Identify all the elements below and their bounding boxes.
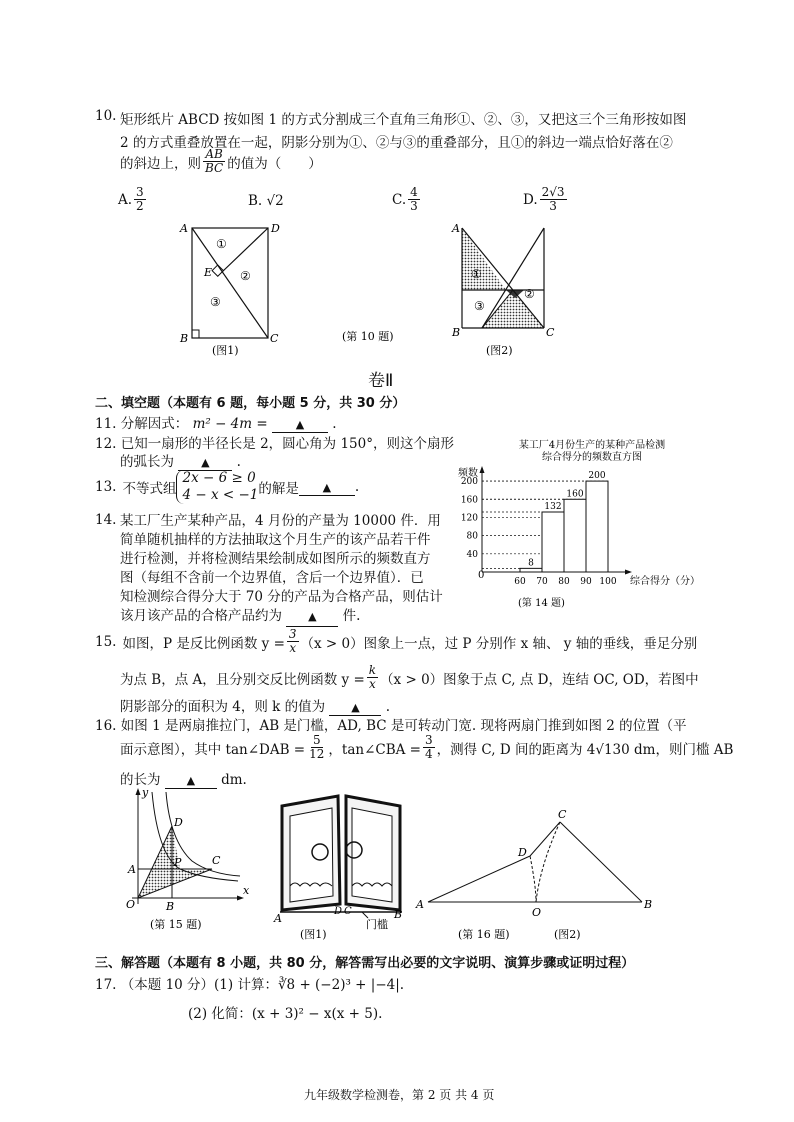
q16-frac2 [423,734,435,761]
q14-line5: 知检测综合得分大于 70 分的产品为合格产品，则估计 [120,589,443,605]
q10-line1: 矩形纸片 ABCD 按如图 1 的方式分割成三个直角三角形①、②、③，又把这三个三角形按如图 [120,112,687,128]
chart-xlabel: 综合得分（分） [630,576,700,587]
fig16 [415,808,652,919]
fig15-label-c: C [212,854,221,867]
fig15-label-o: O [126,898,136,911]
q10-line3 [120,148,322,175]
q13-ineq2: 4 − x < −1 [182,487,259,503]
q16-l3a: 的长为 [120,772,161,788]
q14-text [120,512,443,627]
door-label-b: B [394,908,403,921]
fig15-label-d: D [174,816,183,829]
q10-option-d [523,186,569,213]
chart-y-tick: 200 [460,477,478,488]
bottom-figures [100,786,700,944]
q15-end: . [385,699,391,715]
q10-option-a-d: 2 [136,199,144,213]
q10-option-d-d: 3 [549,199,557,213]
fig1-label-e: E [204,266,213,279]
fig2-region-3: ③ [474,299,485,313]
q15-l1a: 如图，P 是反比例函数 y = [122,635,285,652]
q10-fig2 [451,222,555,339]
q14-line2: 简单随机抽样的方法抽取这个月生产的该产品若干件 [120,532,431,548]
fig1-label-b: B [180,332,189,345]
q10-option-b [248,193,284,209]
q11 [95,412,337,433]
q13-text: 不等式组 [122,481,177,497]
chart-x-tick: 90 [580,577,592,587]
fig1-caption: (图1) [212,344,239,357]
q10-option-d-label: D. [523,191,538,208]
q16-frac1 [307,734,326,761]
q13-number: 13. [95,479,117,495]
fig16-label-o: O [532,906,542,919]
q10-option-b-value: √2 [266,193,284,209]
q10-line2: 2 的方式重叠放置在一起，阴影分别为①、②与③的重叠部分，且①的斜边一端点恰好落在② [120,135,673,151]
q10-figures [170,218,570,358]
q14-number: 14. [95,512,117,528]
chart-caption: (第 14 题) [518,598,565,609]
chart-y-tick: 40 [466,549,478,560]
q10-option-b-label: B. [248,193,263,209]
chart-bar-label: 160 [566,489,584,500]
fig15-label-b: B [166,900,175,913]
q17-number: 17. [95,977,117,993]
door-right-inner [352,808,392,902]
chart-bar-label: 132 [544,502,562,512]
q13-system [176,470,258,504]
fig16-label-a: A [416,898,424,911]
q10-number: 10. [95,108,117,124]
fig16-caption: (第 16 题) [458,928,510,941]
q10-option-c-d: 3 [410,199,418,213]
q15-l1b: （x > 0）图象上一点，过 P 分别作 x 轴、 y 轴的垂线，垂足分别 [300,635,698,652]
q14-line1: 某工厂生产某种产品，4 月份的产量为 10000 件．用 [120,513,441,529]
chart-y-tick: 160 [460,495,478,506]
q14-blank [286,607,338,627]
chart-x-tick: 100 [599,577,617,587]
fig15-y-arrow [136,788,141,795]
fig15-caption: (第 15 题) [150,918,202,931]
chart-bar [542,512,564,572]
q14-line4: 图（每组不含前一个边界值，含后一个边界值）．已 [120,570,424,586]
fig1-right-angle-b [192,330,199,338]
fig1-perp [222,228,268,272]
chart-title-line2: 综合得分的频数直方图 [542,452,642,463]
fig16-label-c: C [558,808,567,821]
fig1-region-1: ① [216,237,227,251]
q15-l2b: （x > 0）图象于点 C, 点 D，连结 OC, OD，若图中 [380,671,699,688]
fig10-caption: (第 10 题) [342,330,394,343]
fig1-diagonal [192,228,268,338]
q14-end: 件. [342,608,361,624]
q16-answer: ▲ [186,774,196,787]
q10-fraction [203,148,225,175]
q10-option-a-n: 3 [136,185,144,199]
q10-fig1 [179,222,280,345]
q16-l1: 如图 1 是两扇推拉门，AB 是门槛，AD, BC 是可转动门宽. 现将两扇门推到如图 2 的位置（平 [120,718,687,734]
chart-bar [564,499,586,572]
fig2-caption: (图2) [486,344,513,357]
q16-f1n: 5 [312,733,321,747]
q11-answer: ▲ [295,418,305,431]
page-footer: 九年级数学检测卷，第 2 页 共 4 页 [304,1088,495,1102]
fig16-bc [560,822,642,902]
q10-option-c-label: C. [392,191,407,208]
q10-option-c [392,186,422,213]
chart-bar [586,481,608,572]
door-left-inner [290,808,333,902]
fig16-fig2-caption: (图2) [554,928,581,941]
q16-l2b: ，tan∠CBA = [328,741,421,758]
chart-y-tick: 120 [460,513,478,524]
door-sill-label: 门槛 [366,918,388,931]
q10-option-d-n: 2√3 [541,185,565,199]
fig16-label-b: B [644,898,653,911]
q13 [95,470,359,504]
q10-option-a-label: A. [118,191,133,208]
q10-option-d-frac [540,186,567,213]
fig16-arc-c [536,822,560,902]
q16-line2 [120,734,733,761]
fig15-label-x: x [243,884,250,897]
chart-x-tick: 80 [558,577,570,587]
q14-line6 [120,607,443,627]
fig2-label-c: C [546,326,555,339]
q15-line2 [120,664,699,691]
q16-l2a: 面示意图），其中 tan∠DAB = [120,741,306,758]
q13-blank [299,479,355,496]
q12-text2: 的弧长为 [120,454,174,470]
q16-number: 16. [95,718,117,734]
fig16-arc-d [530,856,536,902]
chart-y-arrow [480,466,485,473]
fig2-region-1: ① [471,267,482,281]
q11-blank [272,416,328,433]
q17-l1: （本题 10 分）(1) 计算：∛8 + (−2)³ + |−4|. [120,977,405,993]
q16-l2c: ，测得 C, D 间的距离为 4√130 dm，则门槛 AB [436,741,734,758]
q16-line1 [95,714,687,734]
q17-line2: (2) 化简：(x + 3)² − x(x + 5). [188,1006,383,1022]
q15-f2d: x [369,677,376,691]
q11-expr: m² − 4m = [192,416,268,432]
door-label-c: C [344,906,352,917]
door-label-d: D [334,906,343,917]
chart-title-line1: 某工厂4月份生产的某种产品检测 [518,440,666,451]
q15-f1n: 3 [288,627,297,641]
q12-text1: 已知一扇形的半径长是 2，圆心角为 150°，则这个扇形 [120,436,454,452]
q12-end: . [236,454,241,470]
q16-f2n: 3 [425,733,433,747]
fig16-dc [530,822,560,856]
fig16-label-d: D [518,846,527,859]
chart-bar [520,568,542,572]
q12-answer: ▲ [201,456,210,469]
q12-line1 [95,432,454,452]
fig15-label-a: A [128,863,136,876]
fig1-region-2: ② [240,269,251,283]
q10-line3a: 的斜边上，则 [120,155,201,172]
q12-blank [178,454,232,471]
q14-answer: ▲ [308,610,317,623]
q10-option-a [118,186,148,213]
chart-y-tick: 80 [466,531,478,542]
chart-x-arrow [625,570,632,575]
q15-line3 [120,695,390,716]
section2-heading: 二、填空题（本题有 6 题，每小题 5 分，共 30 分） [95,396,406,411]
q10-option-c-frac [408,186,420,213]
q15-frac1 [287,628,299,655]
q17-line1 [95,973,404,993]
section3-heading: 三、解答题（本题有 8 小题，共 80 分，解答需写出必要的文字说明、演算步骤或证明过程） [95,956,635,971]
q15-l3: 阴影部分的面积为 4，则 k 的值为 [120,699,326,715]
part2-title: 卷Ⅱ [368,371,394,391]
q13-end: . [354,479,360,495]
fig16-ad [428,856,530,902]
fig15-label-p: P [174,856,182,869]
q14-last: 该月该产品的合格产品约为 [120,608,282,624]
q10-frac-n: AB [205,147,223,161]
q10-option-a-frac [134,186,146,213]
fig2-label-b: B [452,326,461,339]
q15-line1 [95,628,697,655]
door-caption: (图1) [300,928,327,941]
fig1-label-c: C [270,332,279,345]
q12-number: 12. [95,436,117,452]
q16-f1d: 12 [309,747,325,761]
door-figure [273,796,402,931]
q10-line3b: 的值为（ ） [227,155,322,172]
q11-end: . [332,416,337,432]
q14-line3: 进行检测，并将检测结果绘制成如图所示的频数直方 [120,551,431,567]
fig15 [126,786,250,913]
fig2-shade-1 [462,228,506,290]
q15-f2n: k [368,663,377,677]
fig1-region-3: ③ [210,295,221,309]
q15-answer: ▲ [351,701,360,714]
q11-text: 分解因式： [120,416,189,432]
chart-x-tick: 70 [536,577,548,587]
fig2-region-2: ② [524,287,535,301]
fig1-label-d: D [271,222,280,235]
q14-histogram [452,436,708,612]
chart-x-tick: 60 [514,577,526,587]
fig1-label-a: A [180,222,188,235]
q13-tail: 的解是 [258,481,299,497]
q16-l3b: dm. [221,772,247,788]
q13-answer: ▲ [322,480,332,494]
q15-frac2 [367,664,378,691]
fig2-label-a: A [452,222,460,235]
q11-number: 11. [95,416,117,432]
q13-ineq1: 2x − 6 ≥ 0 [182,470,256,486]
q12-line2 [120,450,241,471]
chart-bar-label: 8 [528,558,534,569]
q16-f2d: 4 [425,747,433,761]
chart-ylabel: 频数 [458,468,478,479]
chart-origin: 0 [478,570,485,581]
q15-number: 15. [95,633,117,650]
q10-option-c-n: 4 [410,185,418,199]
q15-f1d: x [289,641,297,655]
chart-bar-label: 200 [588,471,606,482]
fig15-label-y: y [142,786,149,799]
door-label-a: A [274,912,282,925]
q15-l2a: 为点 B，点 A，且分别交反比例函数 y = [120,671,365,688]
q10-frac-d: BC [205,161,224,175]
